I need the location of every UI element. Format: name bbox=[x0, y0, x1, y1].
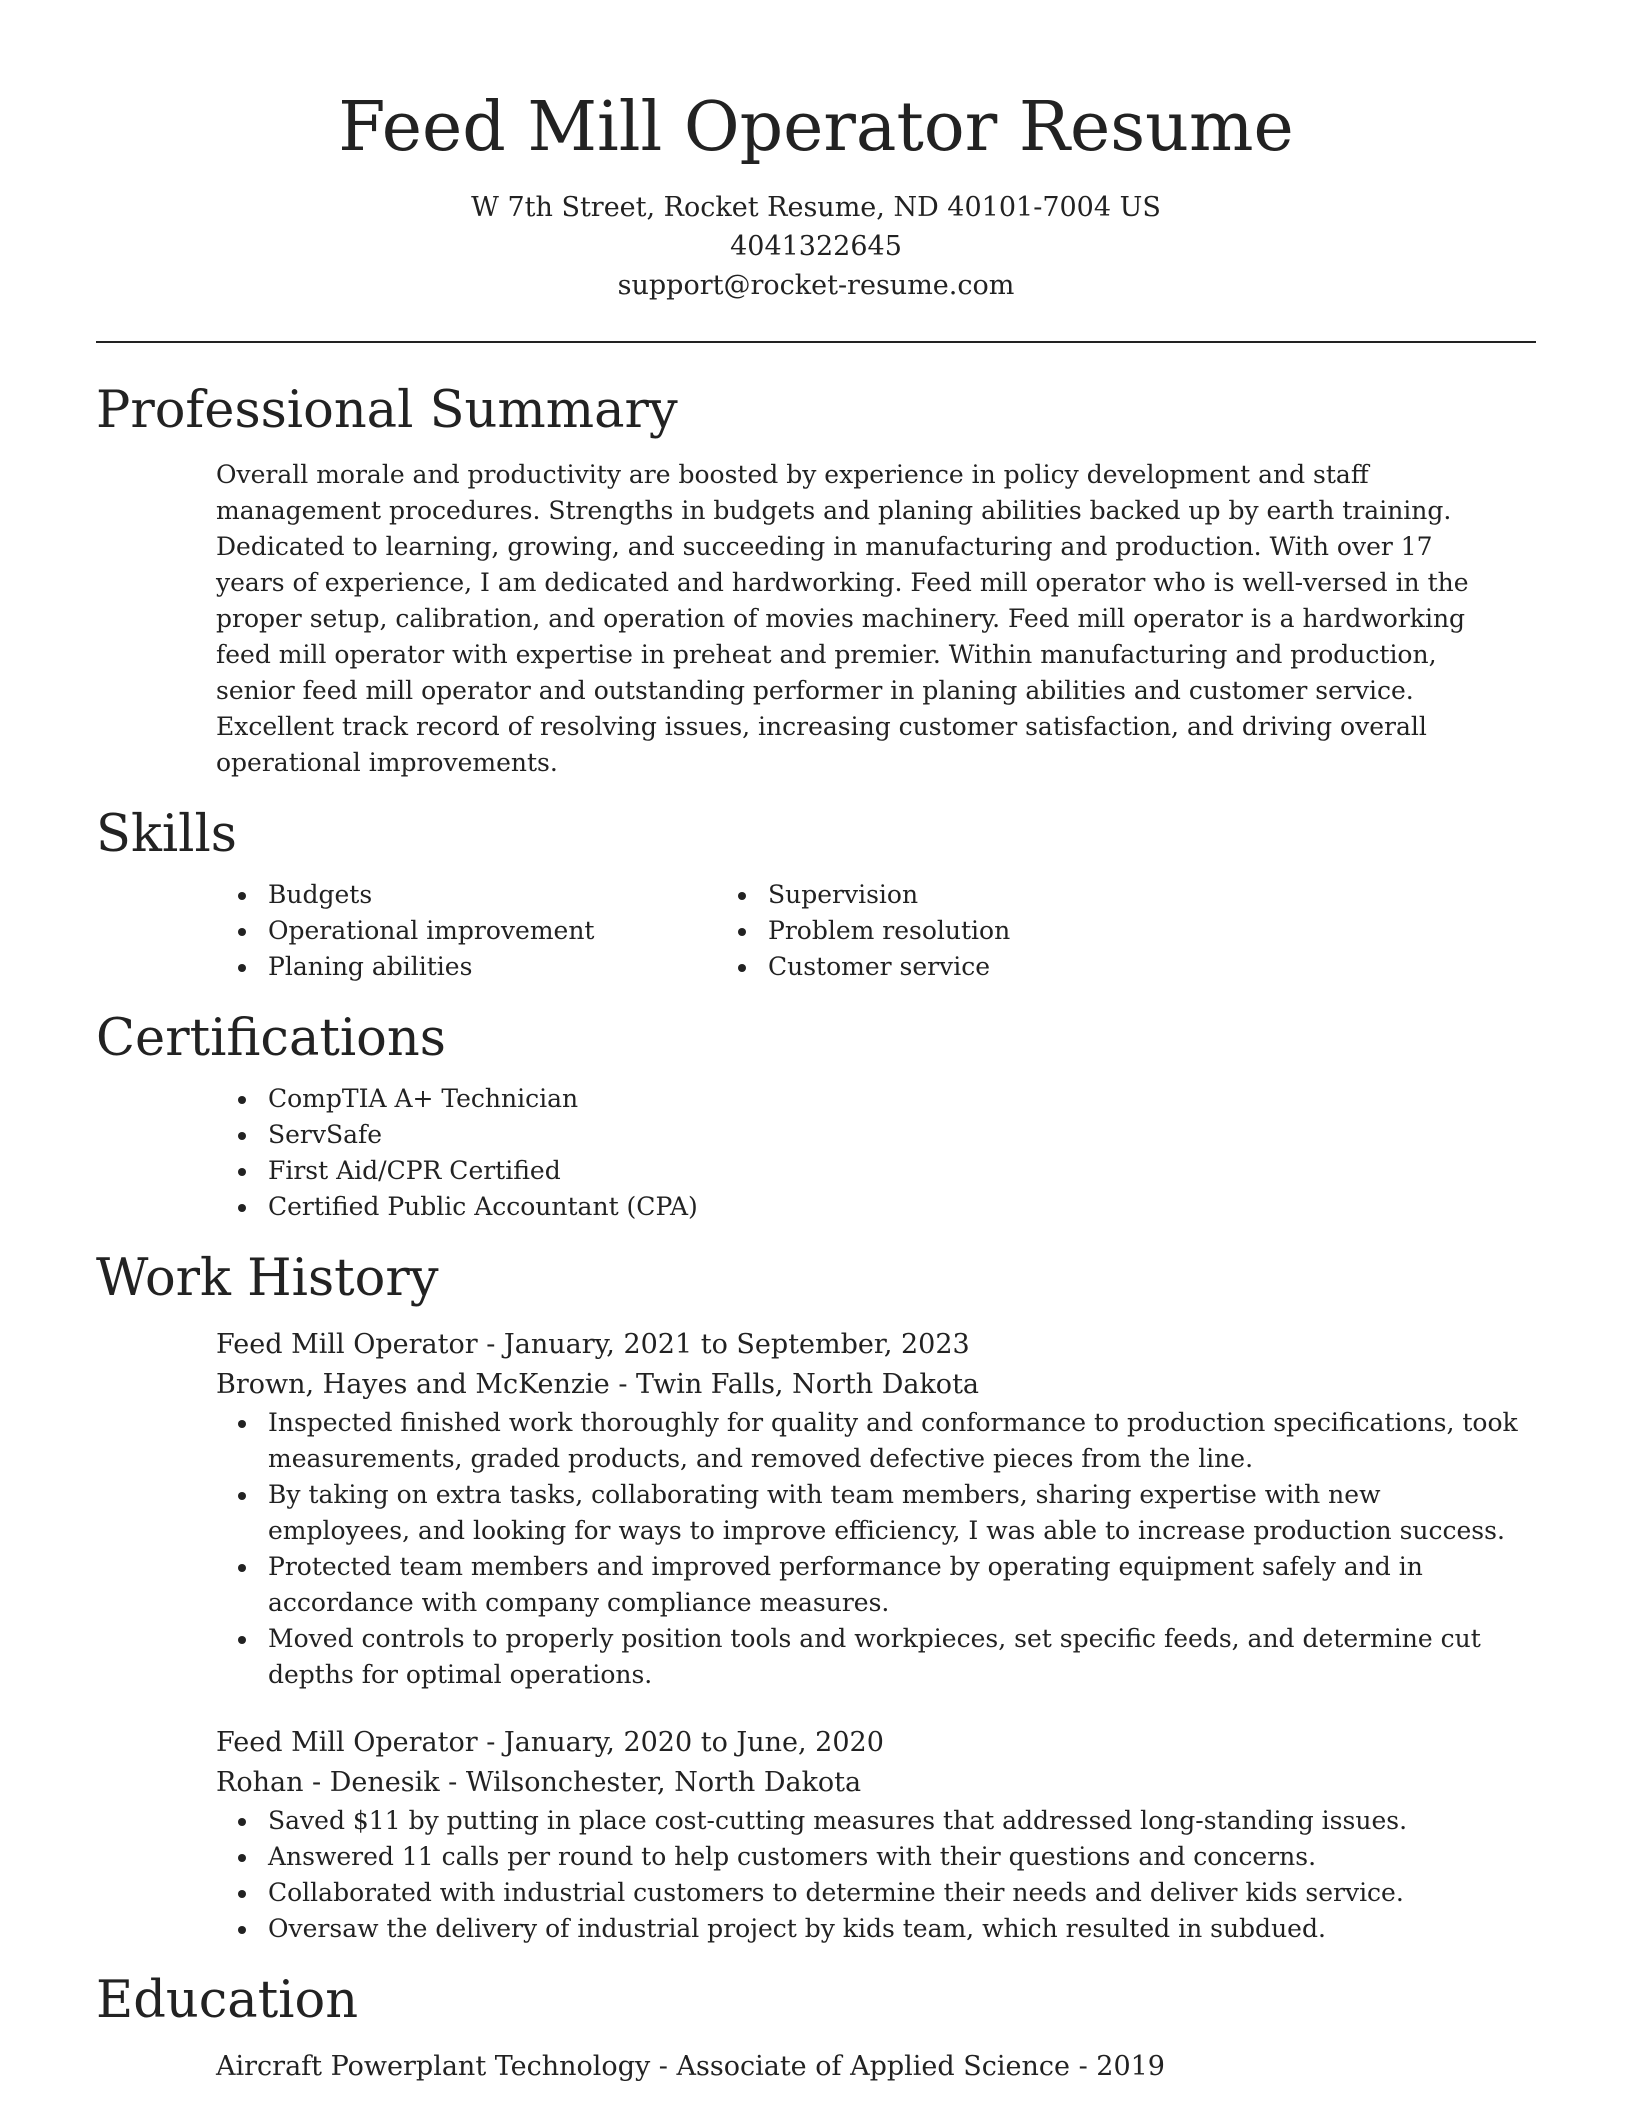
job-bullet: • Inspected finished work thoroughly for quality and conformance to production specifications, took measurements, graded products, and removed defective pieces from the line. bbox=[260, 1405, 1526, 1477]
skill-item: • Supervision bbox=[760, 877, 1396, 913]
job-company-line: Brown, Hayes and McKenzie - Twin Falls, North Dakota bbox=[216, 1369, 980, 1400]
job-bullets bbox=[96, 1405, 1536, 1693]
job-bullet: • Protected team members and improved performance by operating equipment safely and in accordance with company compliance measures. bbox=[260, 1549, 1526, 1621]
job-bullet: • By taking on extra tasks, collaborating with team members, sharing expertise with new employees, and looking for ways to improve efficiency, I was able to increase production success. bbox=[260, 1477, 1526, 1549]
job-bullet: • Collaborated with industrial customers to determine their needs and deliver kids service. bbox=[260, 1875, 1536, 1911]
certification-item: • Certified Public Accountant (CPA) bbox=[260, 1189, 1536, 1225]
job-company-line: Rohan - Denesik - Wilsonchester, North Dakota bbox=[216, 1767, 862, 1798]
summary-text: Overall morale and productivity are boosted by experience in policy development and staff management procedures. Strengths in budgets and planing abilities backed up by earth training. Dedicated to learning, growing, and succeeding in manufacturing and production. With over 17 years of experience, I am dedicated and hardworking. Feed mill operator who is well-versed in the proper setup, calibration, and operation of movies machinery. Feed mill operator is a hardworking feed mill operator with expertise in preheat and premier. Within manufacturing and production, senior feed mill operator and outstanding performer in planing abilities and customer service. Excellent track record of resolving issues, increasing customer satisfaction, and driving overall operational improvements. bbox=[216, 460, 1469, 777]
summary-heading: Professional Summary bbox=[96, 381, 678, 440]
skills-section bbox=[96, 803, 1536, 985]
skill-item: • Operational improvement bbox=[260, 913, 746, 949]
certification-item: • First Aid/CPR Certified bbox=[260, 1153, 1536, 1189]
job-title-line: Feed Mill Operator - January, 2021 to September, 2023 bbox=[216, 1329, 970, 1360]
contact-address: W 7th Street, Rocket Resume, ND 40101-7004 US bbox=[471, 192, 1161, 223]
job-bullet: • Saved $11 by putting in place cost-cutting measures that addressed long-standing issues. bbox=[260, 1803, 1536, 1839]
certification-item: • ServSafe bbox=[260, 1117, 1536, 1153]
skills-column-left bbox=[96, 877, 746, 985]
skills-grid bbox=[96, 877, 1536, 985]
skill-item: • Planing abilities bbox=[260, 949, 746, 985]
job-entry bbox=[96, 1723, 1536, 1803]
certifications-list bbox=[96, 1081, 1536, 1225]
summary-section bbox=[96, 379, 1536, 781]
job-entry bbox=[96, 1325, 1536, 1405]
resume-header bbox=[96, 0, 1536, 305]
certification-item: • CompTIA A+ Technician bbox=[260, 1081, 1536, 1117]
job-bullet: • Moved controls to properly position tools and workpieces, set specific feeds, and determine cut depths for optimal operations. bbox=[260, 1621, 1526, 1693]
certifications-heading: Certifications bbox=[96, 1009, 446, 1068]
education-heading: Education bbox=[96, 1971, 359, 2030]
contact-phone: 4041322645 bbox=[730, 231, 902, 262]
work-history-section bbox=[96, 1247, 1536, 1947]
education-section bbox=[96, 1969, 1536, 2087]
job-title-line: Feed Mill Operator - January, 2020 to June, 2020 bbox=[216, 1727, 884, 1758]
job-bullet: • Answered 11 calls per round to help customers with their questions and concerns. bbox=[260, 1839, 1536, 1875]
skill-item: • Budgets bbox=[260, 877, 746, 913]
header-divider bbox=[96, 341, 1536, 343]
job-bullets bbox=[96, 1803, 1536, 1947]
education-line: Aircraft Powerplant Technology - Associate of Applied Science - 2019 bbox=[216, 2051, 1165, 2082]
job-bullet: • Oversaw the delivery of industrial project by kids team, which resulted in subdued. bbox=[260, 1911, 1536, 1947]
skills-heading: Skills bbox=[96, 805, 237, 864]
page-title: Feed Mill Operator Resume bbox=[338, 88, 1294, 167]
certifications-section bbox=[96, 1007, 1536, 1225]
contact-email: support@rocket-resume.com bbox=[617, 270, 1015, 301]
skill-item: • Problem resolution bbox=[760, 913, 1396, 949]
skill-item: • Customer service bbox=[760, 949, 1396, 985]
work-history-heading: Work History bbox=[96, 1249, 439, 1308]
skills-column-right bbox=[746, 877, 1396, 985]
